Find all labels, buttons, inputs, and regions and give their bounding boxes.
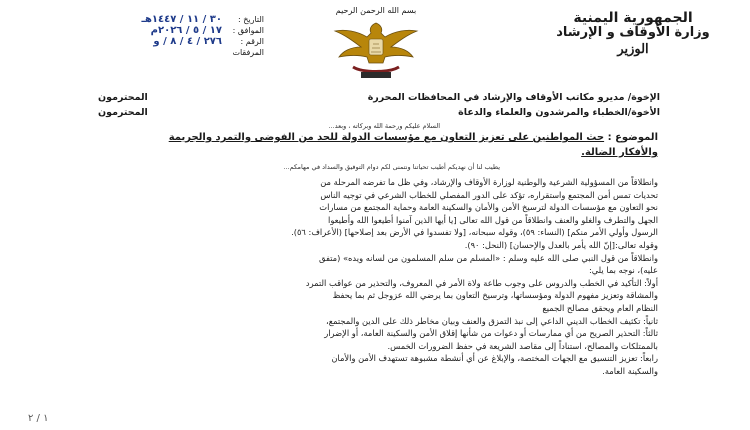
- page-number: ١ / ٢: [28, 413, 49, 424]
- recipient-honorific: المحترمون: [98, 92, 148, 103]
- body-line: والسكينة العامة.: [602, 365, 658, 376]
- body-line: ثالثاً: التحذير الصريح من أي ممارسات أو دعوات من شأنها إقلاق الأمن والسكينة العامة، أو الإضرار: [324, 328, 658, 339]
- body-line: نحو التعاون مع مؤسسات الدولة لترسيخ الأمن والأمان والسكينة العامة وحماية المجتمع من مسارات: [319, 202, 658, 213]
- recipient-line: [98, 90, 660, 105]
- body-line: رابعاً: تعزيز التنسيق مع الجهات المختصة، والإبلاغ عن أي أنشطة مشبوهة تستهدف الأمن والأمان: [331, 353, 658, 364]
- subject: [98, 130, 658, 160]
- recipients: [98, 90, 660, 120]
- ministry-header: [538, 10, 728, 58]
- corresponding-row: [28, 25, 264, 36]
- body-line: والمشاقة وتعزيز مفهوم الدولة ومؤسساتها، وترسيخ التعاون بما يرضي الله عزوجل ثم بما يحفظ: [332, 290, 658, 301]
- national-emblem: [328, 6, 424, 86]
- recipient-line: [98, 105, 660, 120]
- body-line: النظام العام ويحقق مصالح الجميع: [542, 302, 658, 313]
- body-line: وانطلاقاً من المسؤولية الشرعية والوطنية لوزارة الأوقاف والإرشاد، وفي ظل ما تفرضه المرحلة من: [320, 177, 658, 187]
- number-label: الرقم :: [240, 37, 264, 46]
- eagle-emblem-icon: [333, 17, 419, 81]
- body-line: أولاً: التأكيد في الخطب والدروس على وجوب طاعة ولاة الأمر في المعروف، والتحذير من عواقب التمرد: [305, 277, 658, 288]
- body-line: الجهل والتطرف والغلو والعنف وانطلاقاً من قول الله تعالى [يا أيها الذين آمنوا أطيعوا الله وأطيعوا: [328, 214, 658, 225]
- reference-number: ٢٧٦ / ٤ / ٨ / و: [153, 36, 222, 47]
- corresponding-label: الموافق :: [232, 26, 264, 35]
- body-line: وقوله تعالى:[إنّ الله يأمر بالعدل والإحسان] (النحل: ٩٠).: [464, 239, 658, 250]
- subject-label: الموضوع :: [607, 132, 658, 143]
- recipient-text: الأخوة/الخطباء والمرشدون والعلماء والدعاة: [458, 107, 660, 118]
- date-row: [28, 14, 264, 25]
- office-title: الوزير: [617, 42, 649, 58]
- body-line: بالممتلكات والمصالح، استناداً إلى مقاصد الشريعة في حفظ الضرورات الخمس.: [387, 340, 658, 351]
- attachments-label: المرفقات: [232, 48, 264, 57]
- basmala: بسم الله الرحمن الرحيم: [335, 6, 417, 15]
- date-label: التاريخ :: [237, 15, 264, 24]
- attachments-row: [28, 47, 264, 58]
- body-line: عليه)، نوجه بما يلي:: [588, 265, 658, 276]
- recipient-honorific: المحترمون: [98, 107, 148, 118]
- date-gregorian: ١٧ / ٥ / ٢٠٢٦م: [150, 25, 222, 36]
- intro-line: يطيب لنا أن نهديكم أطيب تحياتنا ونتمنى لكم دوام التوفيق والسداد في مهامكم...: [283, 163, 500, 171]
- body-line: ثانياً: تكثيف الخطاب الديني الداعي إلى نبذ التمزق والعنف وبيان مخاطر ذلك على الدين والمجتمع،: [326, 315, 658, 326]
- ministry-title: وزارة الأوقاف و الإرشاد: [556, 25, 710, 41]
- letter-body: [88, 176, 658, 378]
- greeting: السلام عليكم ورحمة الله وبركاته ، وبعد...: [328, 122, 440, 130]
- body-line: تحديات تمس أمن المجتمع واستقراره، تؤكد على الدور المفصلي للخطاب الشرعي في توجيه الناس: [320, 189, 658, 200]
- republic-title: الجمهورية اليمنية: [573, 10, 693, 26]
- subject-line-2: والأفكار الضالة.: [581, 147, 658, 158]
- recipient-text: الإخوة/ مديرو مكاتب الأوقاف والإرشاد في المحافظات المحررة: [367, 92, 660, 103]
- subject-line-1: حث المواطنين على تعزيز التعاون مع مؤسسات الدولة للحد من الفوضى والتمرد والجريمة: [168, 132, 605, 143]
- letter-meta: [28, 14, 264, 58]
- body-line: وانطلاقاً من قول النبي صلى الله عليه وسلم : «المسلم من سلم المسلمون من لسانه ويده» (متفق: [319, 252, 658, 263]
- number-row: [28, 36, 264, 47]
- date-hijri: ٣٠ / ١١ / ١٤٤٧هـ: [141, 14, 222, 25]
- body-line: الرسول وأولي الأمر منكم] (النساء: ٥٩)، وقوله سبحانه، [ولا تفسدوا في الأرض بعد إصلاحها] (الأعراف: ٥٦).: [291, 227, 658, 238]
